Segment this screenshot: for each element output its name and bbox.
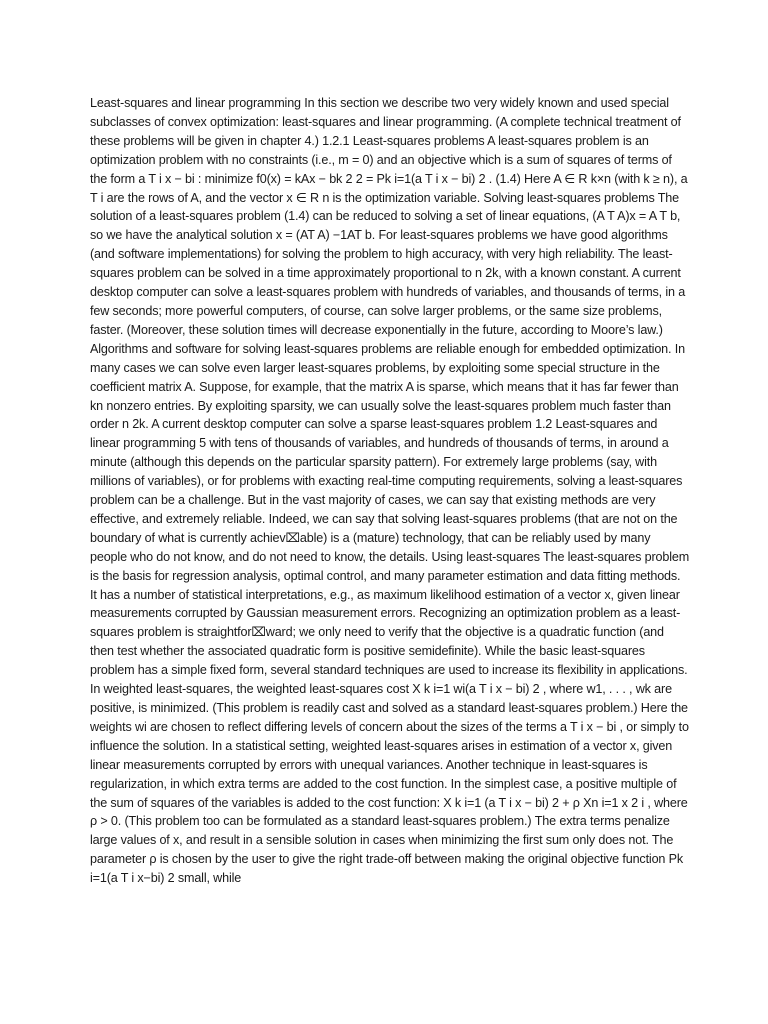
body-paragraph: Least-squares and linear programming In this section we describe two very widely known and used special subclasses of convex optimization: least-squares and linear programming. (A complete technical treatment of these problems will be given in chapter 4.) 1.2.1 Least-squares problems A least-squares problem is an optimization problem with no constraints (i.e., m = 0) and an objective which is a sum of squares of terms of the form a T i x − bi : minimize f0(x) = kAx − bk 2 2 = Pk i=1(a T i x − bi) 2 . (1.4) Here A ∈ R k×n (with k ≥ n), a T i are the rows of A, and the vector x ∈ R n is the optimization variable. Solving least-squares problems The solution of a least-squares problem (1.4) can be reduced to solving a set of linear equations, (A T A)x = A T b, so we have the analytical solution x = (AT A) −1AT b. For least-squares problems we have good algorithms (and software implementations) for solving the problem to high accuracy, with very high reliability. The least-squares problem can be solved in a time approximately proportional to n 2k, with a known constant. A current desktop computer can solve a least-squares problem with hundreds of variables, and thousands of terms, in a few seconds; more powerful computers, of course, can solve larger problems, or the same size problems, faster. (Moreover, these solution times will decrease exponentially in the future, according to Moore’s law.) Algorithms and software for solving least-squares problems are reliable enough for embedded optimization. In many cases we can solve even larger least-squares problems, by exploiting some special structure in the coefficient matrix A. Suppose, for example, that the matrix A is sparse, which means that it has far fewer than kn nonzero entries. By exploiting sparsity, we can usually solve the least-squares problem much faster than order n 2k. A current desktop computer can solve a sparse least-squares problem 1.2 Least-squares and linear programming 5 with tens of thousands of variables, and hundreds of thousands of terms, in around a minute (although this depends on the particular sparsity pattern). For extremely large problems (say, with millions of variables), or for problems with exacting real-time computing requirements, solving a least-squares problem can be a challenge. But in the vast majority of cases, we can say that existing methods are very effective, and extremely reliable. Indeed, we can say that solving least-squares problems (that are not on the boundary of what is currently achiev⌧able) is a (mature) technology, that can be reliably used by many people who do not know, and do not need to know, the details. Using least-squares The least-squares problem is the basis for regression analysis, optimal control, and many parameter estimation and data fitting methods. It has a number of statistical interpretations, e.g., as maximum likelihood estimation of a vector x, given linear measurements corrupted by Gaussian measurement errors. Recognizing an optimization problem as a least-squares problem is straightfor⌧ward; we only need to verify that the objective is a quadratic function (and then test whether the associated quadratic form is positive semidefinite). While the basic least-squares problem has a simple fixed form, several standard techniques are used to increase its flexibility in applications. In weighted least-squares, the weighted least-squares cost X k i=1 wi(a T i x − bi) 2 , where w1, . . . , wk are positive, is minimized. (This problem is readily cast and solved as a standard least-squares problem.) Here the weights wi are chosen to reflect differing levels of concern about the sizes of the terms a T i x − bi , or simply to influence the solution. In a statistical setting, weighted least-squares arises in estimation of a vector x, given linear measurements corrupted by errors with unequal variances. Another technique in least-squares is regularization, in which extra terms are added to the cost function. In the simplest case, a positive multiple of the sum of squares of the variables is added to the cost function: X k i=1 (a T i x − bi) 2 + ρ Xn i=1 x 2 i , where ρ > 0. (This problem too can be formulated as a standard least-squares problem.) The extra terms penalize large values of x, and result in a sensible solution in cases when minimizing the first sum only does not. The parameter ρ is chosen by the user to give the right trade-off between making the original objective function Pk i=1(a T i x−bi) 2 small, while xyxy=(90,96,690,886)
